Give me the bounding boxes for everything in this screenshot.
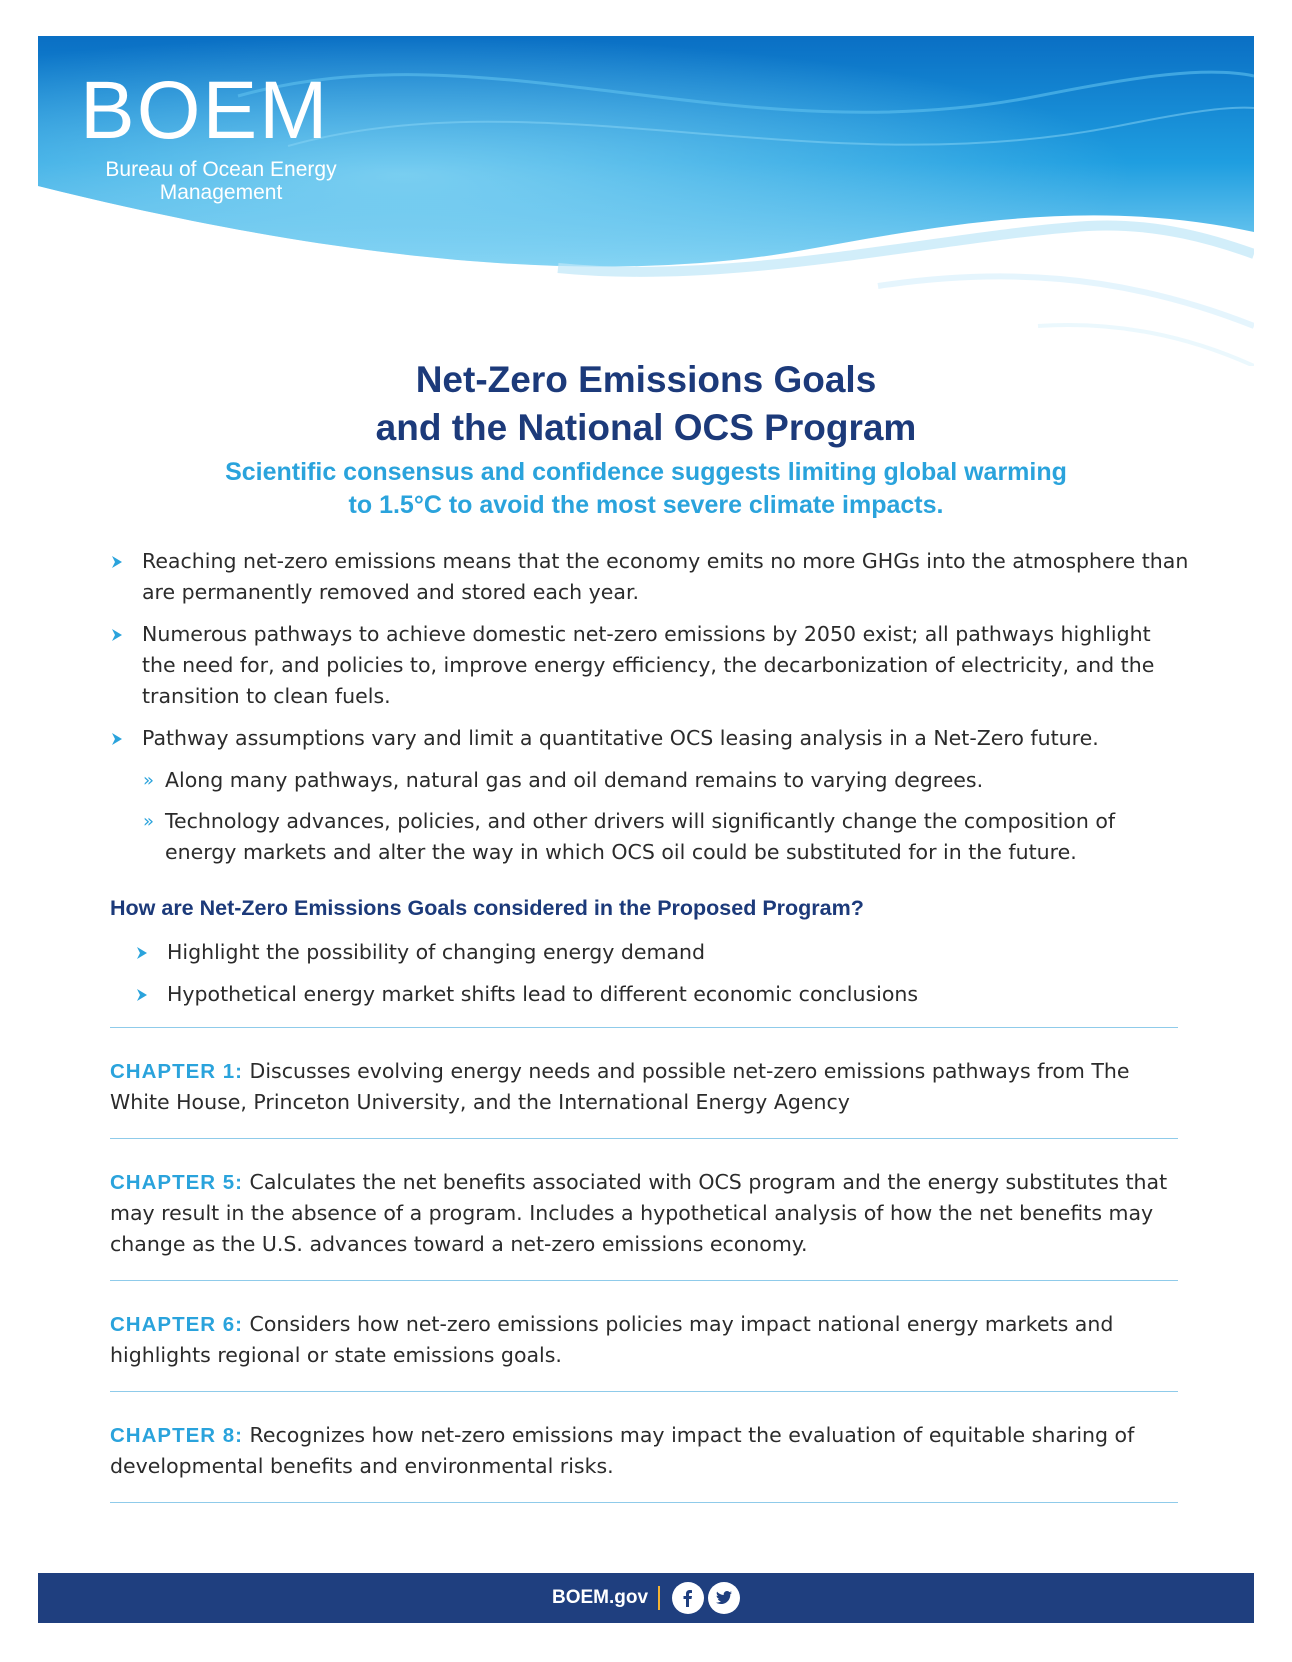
chapter-text: Calculates the net benefits associated with OCS program and the energy substitutes that may result in the absence of a program. Includes a hypothetical analysis of how the net benefits may change as the U.S. advances toward a net-zero emissions economy. bbox=[110, 1170, 1168, 1256]
section-heading: How are Net-Zero Emissions Goals considered in the Proposed Program? bbox=[110, 896, 864, 920]
title-line-2: and the National OCS Program bbox=[375, 407, 917, 448]
list-item bbox=[110, 546, 1190, 608]
divider bbox=[110, 1391, 1178, 1392]
footer-separator bbox=[658, 1586, 660, 1610]
logo-wordmark: BOEM bbox=[80, 65, 330, 156]
chapter-text: Considers how net-zero emissions policies may impact national energy markets and highlights regional or state emissions goals. bbox=[110, 1312, 1114, 1367]
footer-bar bbox=[38, 1573, 1254, 1623]
bullet-text: Pathway assumptions vary and limit a quantitative OCS leasing analysis in a Net-Zero future. bbox=[142, 726, 1099, 750]
subtitle-line-2: to 1.5°C to avoid the most severe climate impacts. bbox=[348, 491, 944, 519]
boem-logo[interactable] bbox=[80, 65, 346, 204]
subtitle-line-1: Scientific consensus and confidence suggests limiting global warming bbox=[225, 458, 1067, 486]
sub-list-item bbox=[110, 806, 1190, 868]
chapter-label: CHAPTER 6: bbox=[110, 1313, 244, 1336]
page-subtitle bbox=[0, 456, 1292, 522]
chevron-right-icon bbox=[135, 946, 149, 960]
double-chevron-icon: » bbox=[143, 811, 155, 832]
twitter-icon[interactable] bbox=[708, 1582, 740, 1614]
program-considerations-list bbox=[135, 937, 918, 1021]
chapter-6-summary bbox=[110, 1309, 1190, 1371]
chapter-1-summary bbox=[110, 1056, 1190, 1118]
divider bbox=[110, 1138, 1178, 1139]
double-chevron-icon: » bbox=[143, 770, 155, 791]
chapter-text: Discusses evolving energy needs and possible net-zero emissions pathways from The White House, Princeton University, and the International Energy Agency bbox=[110, 1059, 1130, 1114]
twitter-bird-icon bbox=[715, 1590, 733, 1606]
list-item bbox=[110, 723, 1190, 754]
chapter-text: Recognizes how net-zero emissions may impact the evaluation of equitable sharing of developmental benefits and environmental risks. bbox=[110, 1423, 1135, 1478]
page-title bbox=[0, 356, 1292, 452]
chevron-right-icon bbox=[135, 988, 149, 1002]
chevron-right-icon bbox=[110, 628, 124, 642]
bullet-text: Highlight the possibility of changing energy demand bbox=[167, 940, 706, 964]
logo-subtitle: Bureau of Ocean Energy Management bbox=[105, 158, 337, 204]
list-item bbox=[135, 937, 918, 968]
chapter-5-summary bbox=[110, 1167, 1190, 1260]
bullet-text: Reaching net-zero emissions means that the economy emits no more GHGs into the atmosphere than are permanently removed and stored each year. bbox=[142, 549, 1189, 604]
sub-bullet-text: Technology advances, policies, and other drivers will significantly change the composition of energy markets and alter the way in which OCS oil could be substituted for in the future. bbox=[165, 809, 1116, 864]
divider bbox=[110, 1502, 1178, 1503]
list-item bbox=[135, 979, 918, 1010]
divider bbox=[110, 1280, 1178, 1281]
chapter-label: CHAPTER 8: bbox=[110, 1424, 244, 1447]
facebook-icon[interactable] bbox=[672, 1582, 704, 1614]
boem-gov-link[interactable]: BOEM.gov bbox=[551, 1587, 649, 1608]
sub-bullet-text: Along many pathways, natural gas and oil demand remains to varying degrees. bbox=[165, 768, 984, 792]
bullet-text: Hypothetical energy market shifts lead to different economic conclusions bbox=[167, 982, 919, 1006]
chevron-right-icon bbox=[110, 732, 124, 746]
key-points-list bbox=[110, 546, 1190, 878]
title-line-1: Net-Zero Emissions Goals bbox=[415, 359, 877, 400]
sub-list-item bbox=[110, 765, 1190, 796]
chapter-label: CHAPTER 1: bbox=[110, 1060, 244, 1083]
facebook-glyph-icon bbox=[680, 1589, 696, 1607]
divider bbox=[110, 1027, 1178, 1028]
chapter-label: CHAPTER 5: bbox=[110, 1171, 244, 1194]
list-item bbox=[110, 619, 1190, 712]
chevron-right-icon bbox=[110, 555, 124, 569]
chapter-8-summary bbox=[110, 1420, 1190, 1482]
bullet-text: Numerous pathways to achieve domestic net-zero emissions by 2050 exist; all pathways highlight the need for, and policies to, improve energy efficiency, the decarbonization of electricity, and the transition to clean fuels. bbox=[142, 622, 1155, 708]
